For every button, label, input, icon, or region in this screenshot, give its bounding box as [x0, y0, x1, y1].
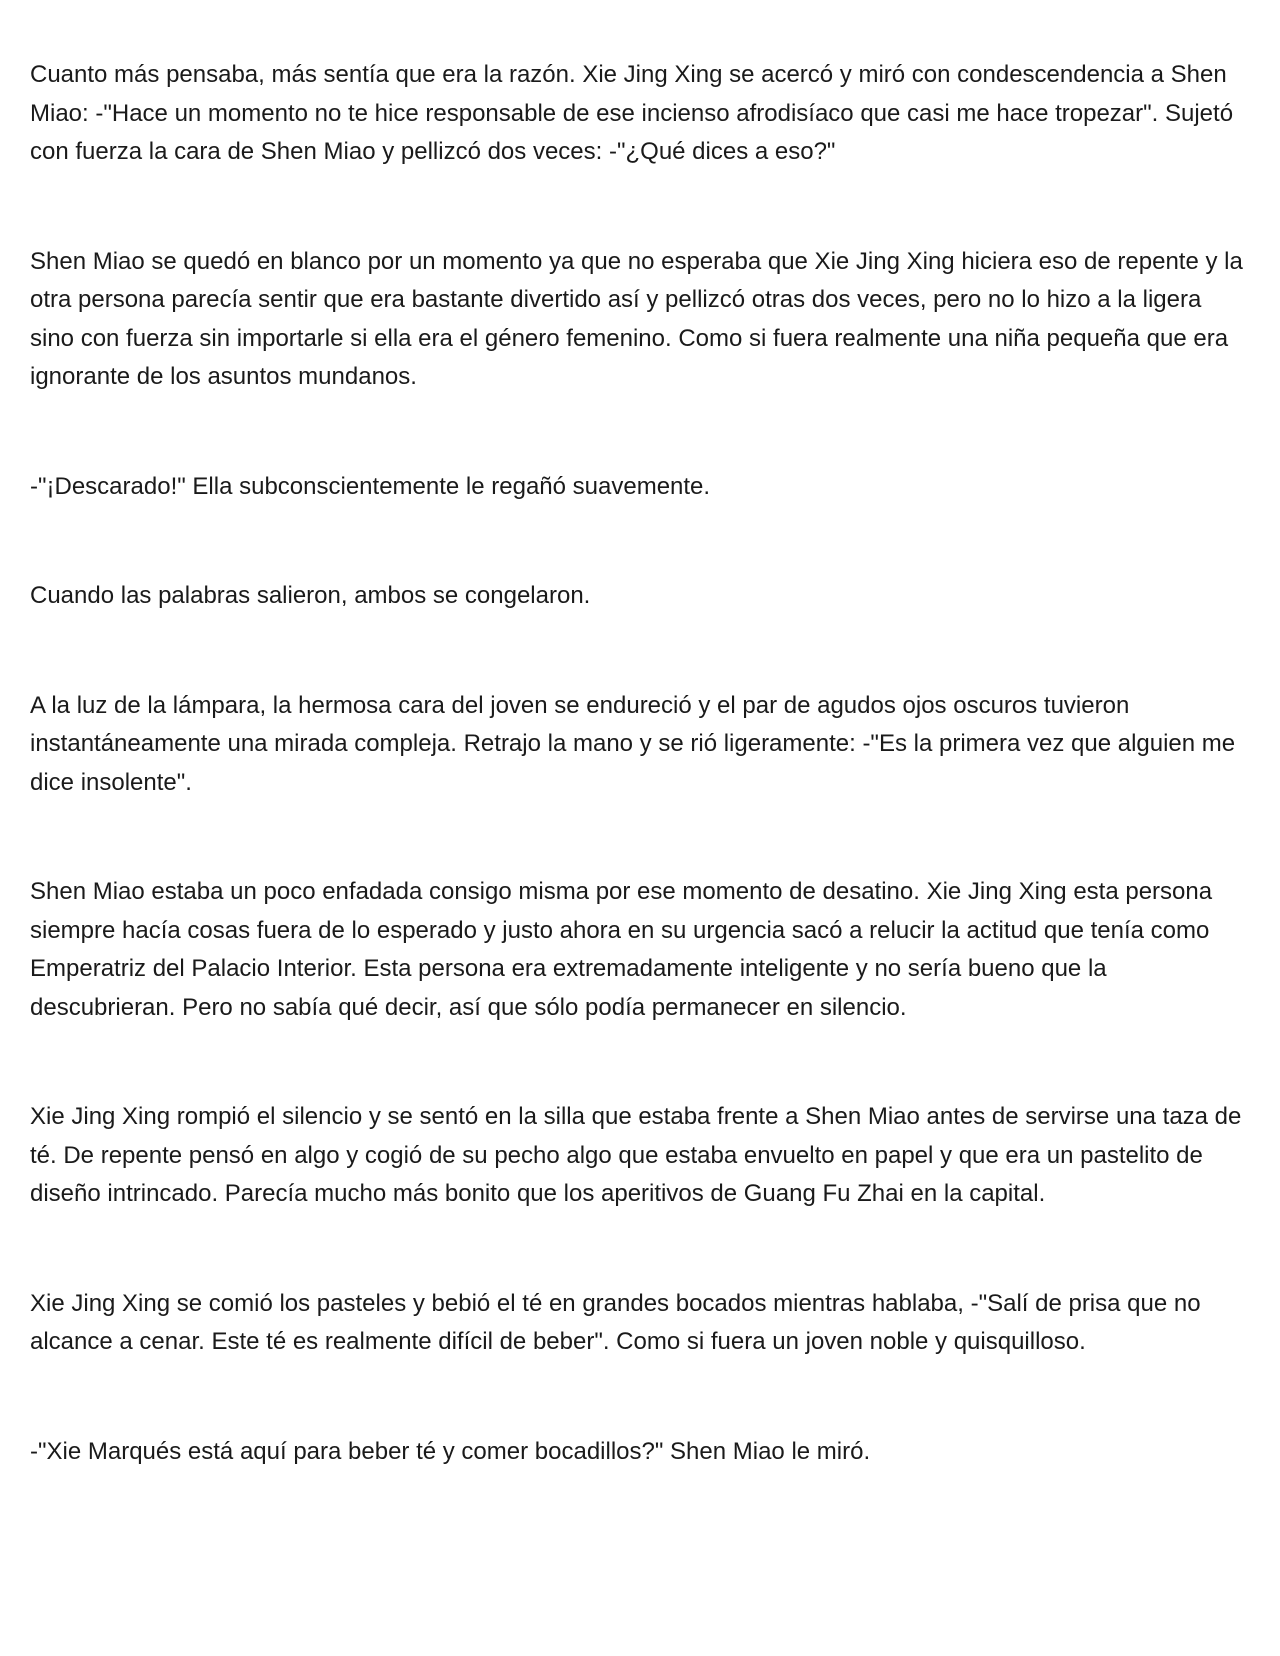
- paragraph-8: Xie Jing Xing se comió los pasteles y bebió el té en grandes bocados mientras hablaba, -"Salí de prisa que no alcance a cenar. Este té es realmente difícil de beber". Como si fuera un joven noble y quisquilloso.: [30, 1289, 1201, 1355]
- paragraph-2: Shen Miao se quedó en blanco por un momento ya que no esperaba que Xie Jing Xing hiciera eso de repente y la otra persona parecía sentir que era bastante divertido así y pellizcó otras dos veces, pero no lo hizo a la ligera sino con fuerza sin importarle si ella era el género femenino. Como si fuera realmente una niña pequeña que era ignorante de los asuntos mundanos.: [30, 247, 1243, 390]
- paragraph-4: Cuando las palabras salieron, ambos se congelaron.: [30, 582, 591, 609]
- paragraph-3: -"¡Descarado!" Ella subconscientemente le regañó suavemente.: [30, 472, 711, 500]
- paragraph-5: A la luz de la lámpara, la hermosa cara del joven se endureció y el par de agudos ojos oscuros tuvieron instantáneamente una mirada compleja. Retrajo la mano y se rió ligeramente: -"Es la primera vez que alguien me dice insolente".: [30, 691, 1236, 796]
- paragraph-1: Cuanto más pensaba, más sentía que era la razón. Xie Jing Xing se acercó y miró con condescendencia a Shen Miao: -"Hace un momento no te hice responsable de ese incienso afrodisíaco que casi me hace tropezar". Sujetó con fuerza la cara de Shen Miao y pellizcó dos veces: -"¿Qué dices a eso?": [30, 61, 1234, 165]
- paragraph-7: Xie Jing Xing rompió el silencio y se sentó en la silla que estaba frente a Shen Miao antes de servirse una taza de té. De repente pensó en algo y cogió de su pecho algo que estaba envuelto en papel y que era un pastelito de diseño intrincado. Parecía mucho más bonito que los aperitivos de Guang Fu Zhai en la capital.: [30, 1103, 1242, 1207]
- paragraph-9: -"Xie Marqués está aquí para beber té y comer bocadillos?" Shen Miao le miró.: [30, 1437, 871, 1465]
- paragraph-6: Shen Miao estaba un poco enfadada consigo misma por ese momento de desatino. Xie Jing Xing esta persona siempre hacía cosas fuera de lo esperado y justo ahora en su urgencia sacó a relucir la actitud que tenía como Emperatriz del Palacio Interior. Esta persona era extremadamente inteligente y no sería bueno que la descubrieran. Pero no sabía qué decir, así que sólo podía permanecer en silencio.: [30, 878, 1213, 1021]
- document-page: [30, 56, 1252, 1471]
